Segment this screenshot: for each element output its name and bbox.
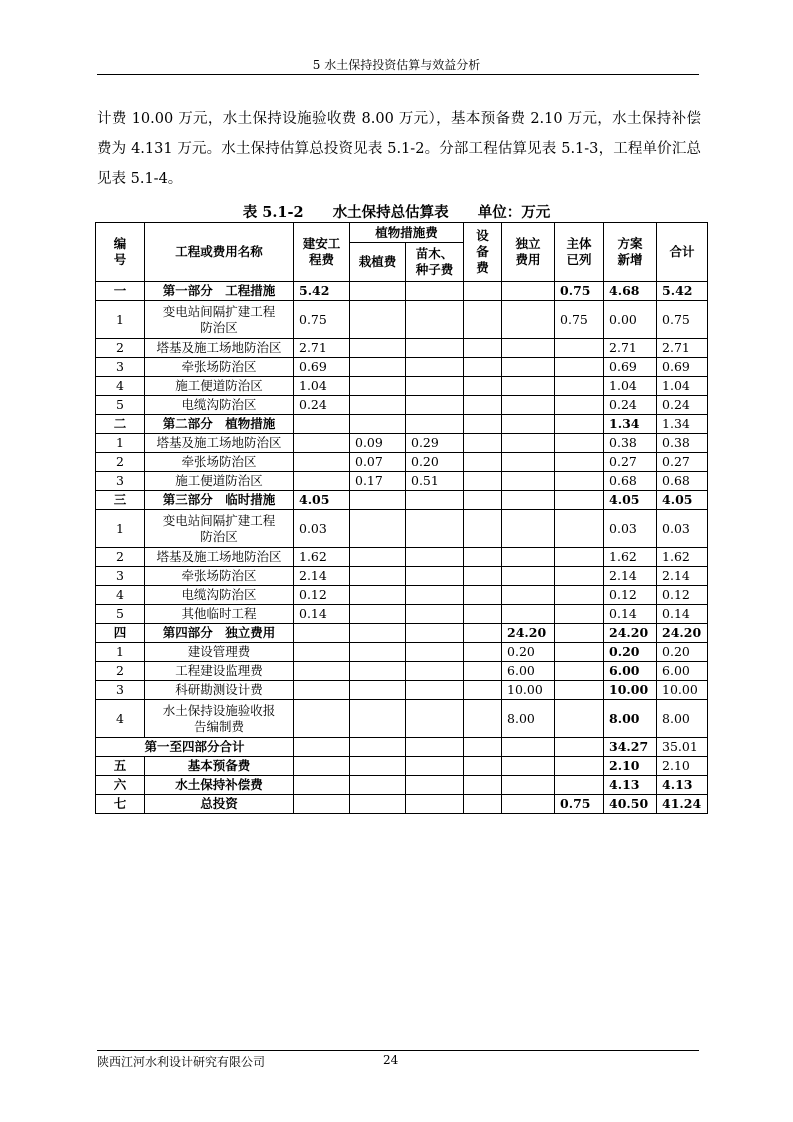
new-cost: 2.10 [604, 757, 657, 776]
equipment-cost [464, 415, 502, 434]
total-cost: 4.05 [657, 491, 708, 510]
empty-cell [406, 795, 464, 814]
construction-cost [294, 624, 350, 643]
table-row [96, 472, 708, 491]
empty-cell [464, 757, 502, 776]
row-name: 电缆沟防治区 [145, 396, 294, 415]
estimate-table [95, 222, 708, 814]
new-cost: 0.03 [604, 510, 657, 548]
row-name: 变电站间隔扩建工程防治区 [145, 301, 294, 339]
empty-cell [294, 776, 350, 795]
row-number: 2 [96, 453, 145, 472]
planting-cost [350, 491, 406, 510]
total-cost: 2.14 [657, 567, 708, 586]
existing-cost [555, 491, 604, 510]
seedling-cost [406, 491, 464, 510]
existing-cost [555, 567, 604, 586]
equipment-cost [464, 339, 502, 358]
total-cost: 10.00 [657, 681, 708, 700]
construction-cost [294, 700, 350, 738]
seedling-cost [406, 510, 464, 548]
empty-cell [350, 795, 406, 814]
table-row [96, 605, 708, 624]
empty-cell [502, 776, 555, 795]
planting-cost: 0.07 [350, 453, 406, 472]
row-number: 5 [96, 396, 145, 415]
equipment-cost [464, 605, 502, 624]
row-number: 2 [96, 548, 145, 567]
row-name: 总投资 [145, 795, 294, 814]
new-cost: 1.04 [604, 377, 657, 396]
new-cost: 0.12 [604, 586, 657, 605]
total-cost: 0.03 [657, 510, 708, 548]
row-number: 二 [96, 415, 145, 434]
row-name: 施工便道防治区 [145, 472, 294, 491]
construction-cost: 1.62 [294, 548, 350, 567]
header-new: 方案新增 [604, 223, 657, 282]
equipment-cost [464, 510, 502, 548]
seedling-cost [406, 358, 464, 377]
summary-row [96, 757, 708, 776]
existing-cost [555, 624, 604, 643]
page-number: 24 [383, 1053, 399, 1067]
header-equipment: 设备费 [464, 223, 502, 282]
new-cost: 24.20 [604, 624, 657, 643]
table-row [96, 396, 708, 415]
construction-cost [294, 662, 350, 681]
total-cost: 0.68 [657, 472, 708, 491]
table-row [96, 339, 708, 358]
row-number: 1 [96, 510, 145, 548]
seedling-cost [406, 586, 464, 605]
total-cost: 0.69 [657, 358, 708, 377]
new-cost: 0.27 [604, 453, 657, 472]
empty-cell [464, 738, 502, 757]
independent-cost [502, 510, 555, 548]
seedling-cost: 0.29 [406, 434, 464, 453]
total-cost: 2.10 [657, 757, 708, 776]
table-row [96, 567, 708, 586]
seedling-cost [406, 548, 464, 567]
planting-cost: 0.17 [350, 472, 406, 491]
existing-cost [555, 662, 604, 681]
row-name: 塔基及施工场地防治区 [145, 548, 294, 567]
construction-cost: 0.75 [294, 301, 350, 339]
row-number: 三 [96, 491, 145, 510]
seedling-cost: 0.51 [406, 472, 464, 491]
new-cost: 1.62 [604, 548, 657, 567]
table-row [96, 491, 708, 510]
planting-cost [350, 605, 406, 624]
table-row [96, 358, 708, 377]
empty-cell [502, 738, 555, 757]
construction-cost: 2.71 [294, 339, 350, 358]
body-paragraph: 计费 10.00 万元，水土保持设施验收费 8.00 万元），基本预备费 2.10 万元，水土保持补偿费为 4.131 万元。水土保持估算总投资见表 5.1-2。分部工程估算见表 5.1-3，工程单价汇总见表 5.1-4。 [97, 111, 701, 187]
independent-cost [502, 472, 555, 491]
new-cost: 2.14 [604, 567, 657, 586]
table-row [96, 415, 708, 434]
equipment-cost [464, 301, 502, 339]
independent-cost [502, 548, 555, 567]
table-row [96, 434, 708, 453]
empty-cell [294, 795, 350, 814]
construction-cost [294, 472, 350, 491]
construction-cost [294, 643, 350, 662]
row-name: 电缆沟防治区 [145, 586, 294, 605]
row-name: 第四部分 独立费用 [145, 624, 294, 643]
equipment-cost [464, 358, 502, 377]
total-cost: 0.20 [657, 643, 708, 662]
existing-cost [555, 586, 604, 605]
equipment-cost [464, 643, 502, 662]
seedling-cost [406, 624, 464, 643]
row-name: 水土保持设施验收报告编制费 [145, 700, 294, 738]
table-row [96, 282, 708, 301]
planting-cost [350, 586, 406, 605]
equipment-cost [464, 396, 502, 415]
equipment-cost [464, 548, 502, 567]
independent-cost: 10.00 [502, 681, 555, 700]
total-cost: 0.27 [657, 453, 708, 472]
total-cost: 35.01 [657, 738, 708, 757]
existing-cost [555, 358, 604, 377]
seedling-cost [406, 605, 464, 624]
row-number: 4 [96, 700, 145, 738]
new-cost: 0.68 [604, 472, 657, 491]
empty-cell [502, 757, 555, 776]
total-cost: 6.00 [657, 662, 708, 681]
total-cost: 2.71 [657, 339, 708, 358]
row-name: 牵张场防治区 [145, 567, 294, 586]
row-number: 3 [96, 358, 145, 377]
existing-cost: 0.75 [555, 301, 604, 339]
existing-cost [555, 453, 604, 472]
empty-cell [294, 757, 350, 776]
total-cost: 8.00 [657, 700, 708, 738]
new-cost: 40.50 [604, 795, 657, 814]
total-cost: 0.14 [657, 605, 708, 624]
table-row [96, 624, 708, 643]
row-number: 2 [96, 339, 145, 358]
summary-row [96, 795, 708, 814]
construction-cost: 2.14 [294, 567, 350, 586]
row-number: 5 [96, 605, 145, 624]
construction-cost: 0.12 [294, 586, 350, 605]
row-number: 一 [96, 282, 145, 301]
row-name: 其他临时工程 [145, 605, 294, 624]
subtotal-label: 第一至四部分合计 [96, 738, 294, 757]
construction-cost: 0.24 [294, 396, 350, 415]
construction-cost: 0.03 [294, 510, 350, 548]
seedling-cost [406, 567, 464, 586]
seedling-cost [406, 415, 464, 434]
total-cost: 0.38 [657, 434, 708, 453]
independent-cost [502, 453, 555, 472]
total-cost: 1.34 [657, 415, 708, 434]
empty-cell [350, 757, 406, 776]
row-name: 第一部分 工程措施 [145, 282, 294, 301]
construction-cost: 5.42 [294, 282, 350, 301]
table-row [96, 453, 708, 472]
construction-cost [294, 434, 350, 453]
equipment-cost [464, 491, 502, 510]
equipment-cost [464, 700, 502, 738]
planting-cost [350, 415, 406, 434]
new-cost: 6.00 [604, 662, 657, 681]
planting-cost [350, 358, 406, 377]
existing-cost [555, 339, 604, 358]
row-number: 1 [96, 643, 145, 662]
construction-cost: 0.14 [294, 605, 350, 624]
equipment-cost [464, 377, 502, 396]
new-cost: 4.68 [604, 282, 657, 301]
footer-company: 陕西江河水利设计研究有限公司 [97, 1055, 266, 1069]
planting-cost [350, 681, 406, 700]
table-row [96, 681, 708, 700]
existing-cost [555, 396, 604, 415]
existing-cost [555, 605, 604, 624]
row-number: 五 [96, 757, 145, 776]
row-number: 3 [96, 567, 145, 586]
equipment-cost [464, 472, 502, 491]
row-name: 建设管理费 [145, 643, 294, 662]
planting-cost [350, 282, 406, 301]
seedling-cost [406, 700, 464, 738]
seedling-cost [406, 662, 464, 681]
existing-cost: 0.75 [555, 795, 604, 814]
existing-cost [555, 415, 604, 434]
new-cost: 4.13 [604, 776, 657, 795]
equipment-cost [464, 681, 502, 700]
independent-cost [502, 282, 555, 301]
empty-cell [502, 795, 555, 814]
new-cost: 10.00 [604, 681, 657, 700]
row-name: 第二部分 植物措施 [145, 415, 294, 434]
seedling-cost [406, 377, 464, 396]
planting-cost [350, 396, 406, 415]
new-cost: 0.20 [604, 643, 657, 662]
running-header: 5 水土保持投资估算与效益分析 [312, 58, 481, 72]
total-cost: 0.75 [657, 301, 708, 339]
planting-cost [350, 377, 406, 396]
construction-cost [294, 453, 350, 472]
table-row [96, 377, 708, 396]
table-row [96, 662, 708, 681]
total-cost: 1.62 [657, 548, 708, 567]
new-cost: 1.34 [604, 415, 657, 434]
table-title: 水土保持总估算表 [332, 204, 449, 221]
independent-cost [502, 396, 555, 415]
new-cost: 0.38 [604, 434, 657, 453]
seedling-cost [406, 396, 464, 415]
equipment-cost [464, 586, 502, 605]
header-plant-group: 植物措施费 [350, 223, 464, 243]
independent-cost [502, 339, 555, 358]
table-row [96, 510, 708, 548]
planting-cost [350, 700, 406, 738]
empty-cell [406, 757, 464, 776]
planting-cost [350, 510, 406, 548]
equipment-cost [464, 662, 502, 681]
new-cost: 0.24 [604, 396, 657, 415]
independent-cost [502, 491, 555, 510]
planting-cost [350, 301, 406, 339]
planting-cost [350, 339, 406, 358]
planting-cost [350, 548, 406, 567]
total-cost: 41.24 [657, 795, 708, 814]
new-cost: 34.27 [604, 738, 657, 757]
independent-cost [502, 605, 555, 624]
table-row [96, 643, 708, 662]
existing-cost [555, 434, 604, 453]
row-name: 塔基及施工场地防治区 [145, 339, 294, 358]
seedling-cost [406, 681, 464, 700]
new-cost: 4.05 [604, 491, 657, 510]
independent-cost: 6.00 [502, 662, 555, 681]
independent-cost [502, 586, 555, 605]
row-number: 六 [96, 776, 145, 795]
header-construction: 建安工程费 [294, 223, 350, 282]
new-cost: 0.00 [604, 301, 657, 339]
row-number: 四 [96, 624, 145, 643]
existing-cost: 0.75 [555, 282, 604, 301]
row-name: 基本预备费 [145, 757, 294, 776]
empty-cell [464, 795, 502, 814]
table-unit: 单位：万元 [477, 204, 551, 221]
row-number: 4 [96, 586, 145, 605]
equipment-cost [464, 282, 502, 301]
row-name: 施工便道防治区 [145, 377, 294, 396]
row-number: 1 [96, 301, 145, 339]
row-name: 牵张场防治区 [145, 358, 294, 377]
empty-cell [350, 738, 406, 757]
subtotal-row [96, 738, 708, 757]
existing-cost [555, 510, 604, 548]
total-cost: 4.13 [657, 776, 708, 795]
planting-cost [350, 567, 406, 586]
existing-cost [555, 643, 604, 662]
row-number: 七 [96, 795, 145, 814]
independent-cost [502, 358, 555, 377]
empty-cell [406, 738, 464, 757]
footer-rule [97, 1050, 699, 1051]
existing-cost [555, 681, 604, 700]
row-number: 2 [96, 662, 145, 681]
seedling-cost [406, 643, 464, 662]
empty-cell [294, 738, 350, 757]
existing-cost [555, 776, 604, 795]
empty-cell [406, 776, 464, 795]
row-name: 牵张场防治区 [145, 453, 294, 472]
planting-cost: 0.09 [350, 434, 406, 453]
equipment-cost [464, 434, 502, 453]
summary-row [96, 776, 708, 795]
independent-cost [502, 567, 555, 586]
header-rule [97, 74, 699, 75]
table-row [96, 548, 708, 567]
independent-cost [502, 301, 555, 339]
independent-cost: 8.00 [502, 700, 555, 738]
total-cost: 5.42 [657, 282, 708, 301]
existing-cost [555, 700, 604, 738]
planting-cost [350, 643, 406, 662]
empty-cell [350, 776, 406, 795]
independent-cost: 24.20 [502, 624, 555, 643]
independent-cost: 0.20 [502, 643, 555, 662]
seedling-cost [406, 339, 464, 358]
empty-cell [464, 776, 502, 795]
table-number: 表 5.1-2 [242, 204, 304, 221]
header-planting: 栽植费 [350, 243, 406, 282]
construction-cost [294, 415, 350, 434]
row-number: 1 [96, 434, 145, 453]
total-cost: 0.24 [657, 396, 708, 415]
row-number: 3 [96, 472, 145, 491]
seedling-cost [406, 301, 464, 339]
equipment-cost [464, 453, 502, 472]
row-name: 科研勘测设计费 [145, 681, 294, 700]
independent-cost [502, 377, 555, 396]
total-cost: 0.12 [657, 586, 708, 605]
new-cost: 0.69 [604, 358, 657, 377]
new-cost: 0.14 [604, 605, 657, 624]
header-existing: 主体已列 [555, 223, 604, 282]
header-seedling: 苗木、种子费 [406, 243, 464, 282]
existing-cost [555, 548, 604, 567]
table-caption [0, 201, 793, 222]
table-row [96, 700, 708, 738]
seedling-cost: 0.20 [406, 453, 464, 472]
existing-cost [555, 377, 604, 396]
planting-cost [350, 662, 406, 681]
construction-cost: 4.05 [294, 491, 350, 510]
row-name: 水土保持补偿费 [145, 776, 294, 795]
new-cost: 2.71 [604, 339, 657, 358]
empty-cell [555, 738, 604, 757]
existing-cost [555, 472, 604, 491]
table-row [96, 586, 708, 605]
header-name: 工程或费用名称 [145, 223, 294, 282]
total-cost: 24.20 [657, 624, 708, 643]
row-name: 第三部分 临时措施 [145, 491, 294, 510]
row-name: 工程建设监理费 [145, 662, 294, 681]
construction-cost [294, 681, 350, 700]
new-cost: 8.00 [604, 700, 657, 738]
planting-cost [350, 624, 406, 643]
equipment-cost [464, 567, 502, 586]
header-independent: 独立费用 [502, 223, 555, 282]
equipment-cost [464, 624, 502, 643]
row-number: 3 [96, 681, 145, 700]
header-total: 合计 [657, 223, 708, 282]
independent-cost [502, 415, 555, 434]
construction-cost: 1.04 [294, 377, 350, 396]
seedling-cost [406, 282, 464, 301]
row-name: 变电站间隔扩建工程防治区 [145, 510, 294, 548]
independent-cost [502, 434, 555, 453]
table-row [96, 301, 708, 339]
construction-cost: 0.69 [294, 358, 350, 377]
existing-cost [555, 757, 604, 776]
total-cost: 1.04 [657, 377, 708, 396]
row-number: 4 [96, 377, 145, 396]
header-no: 编号 [96, 223, 145, 282]
row-name: 塔基及施工场地防治区 [145, 434, 294, 453]
